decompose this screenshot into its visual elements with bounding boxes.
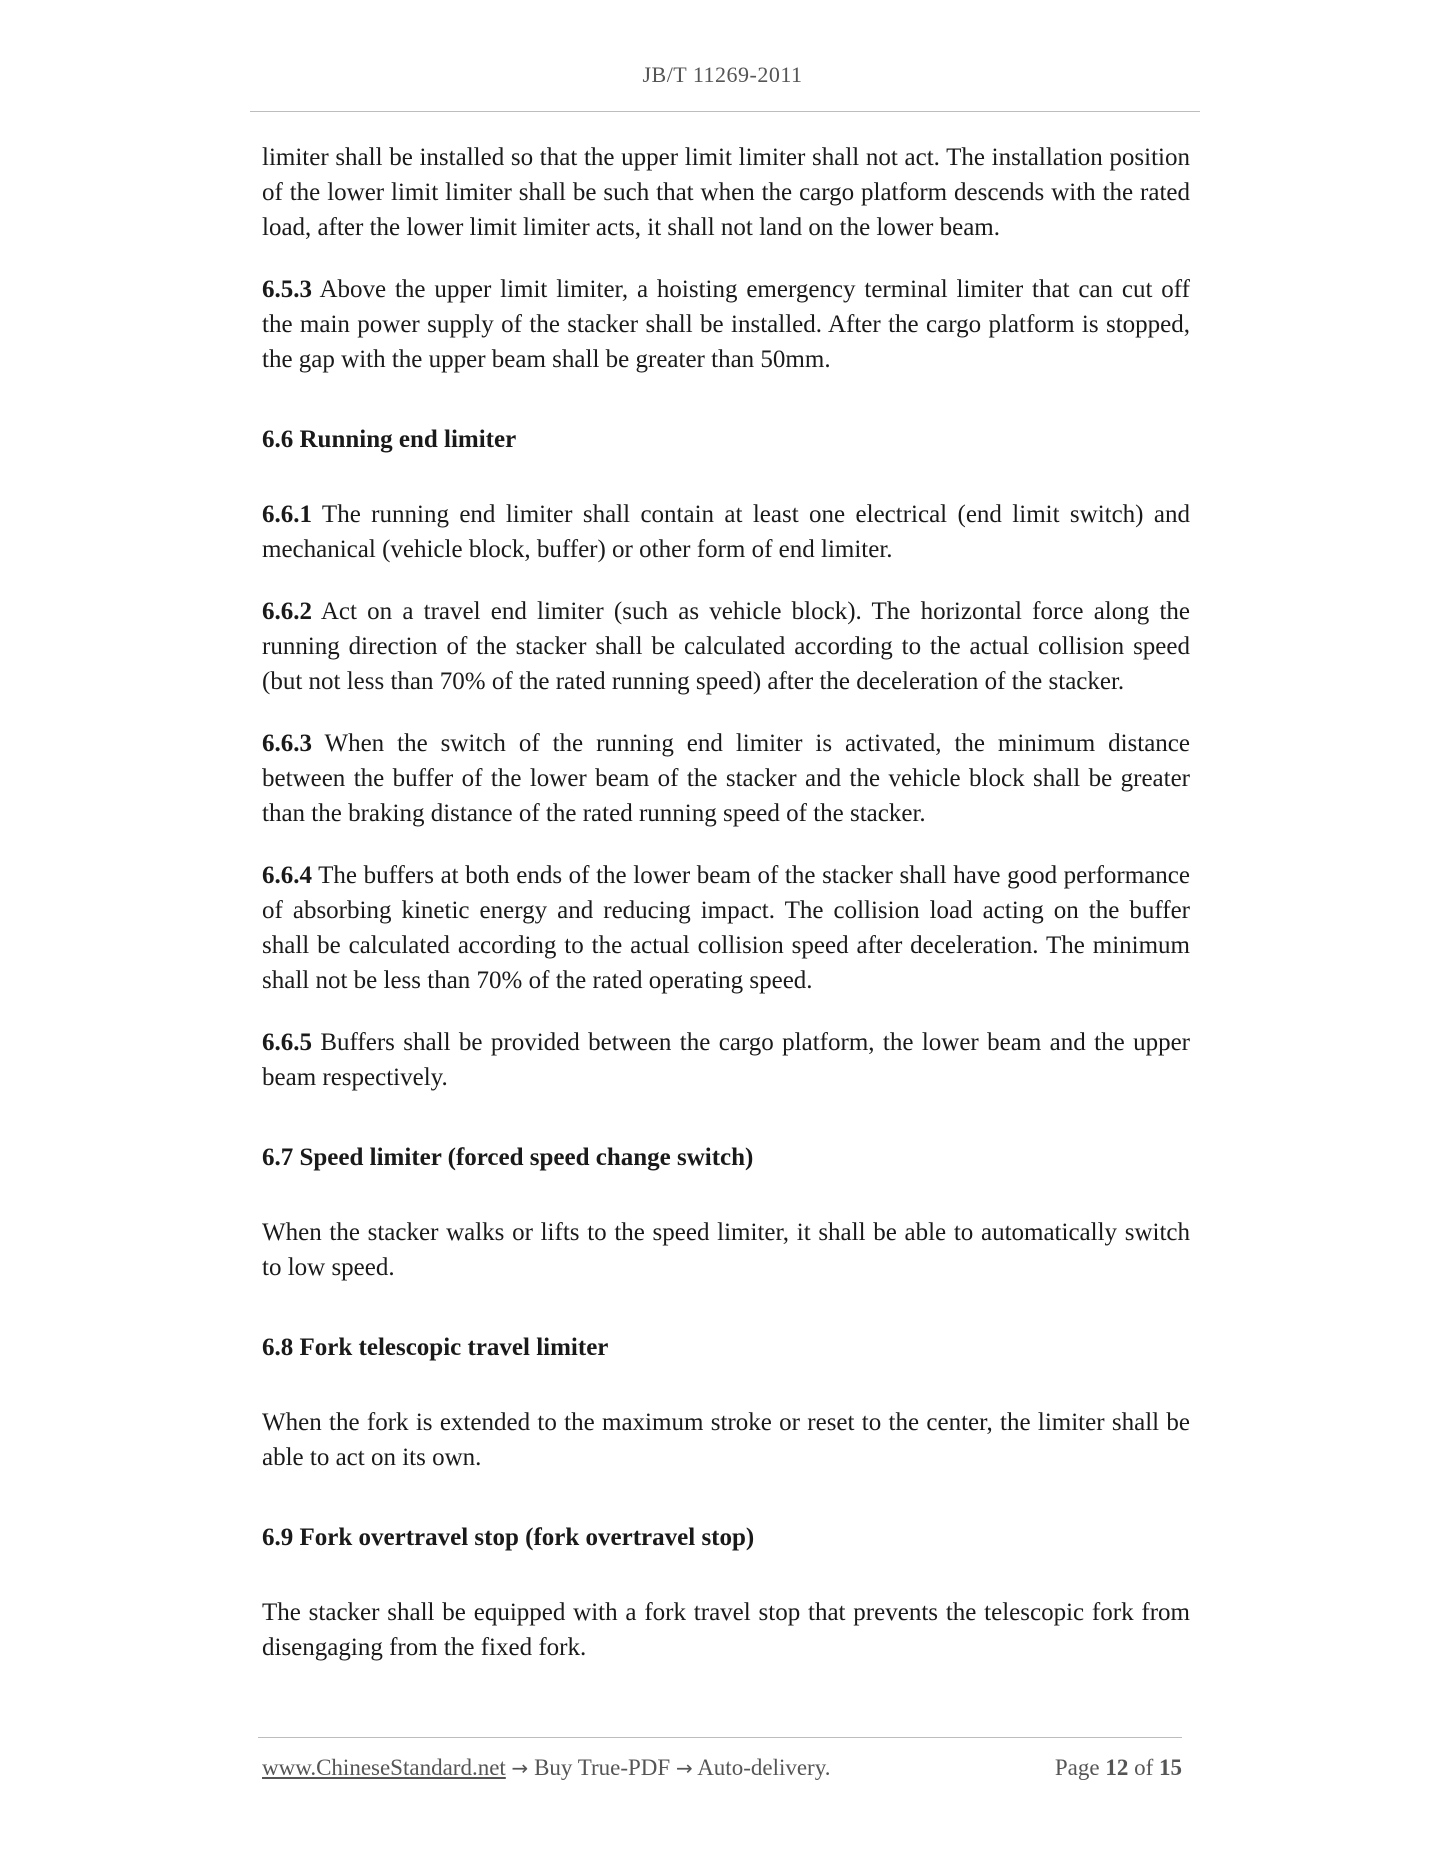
buy-text: Buy True-PDF [528,1755,676,1780]
clause-number: 6.6.5 [262,1029,312,1056]
section-heading-6-9: 6.9 Fork overtravel stop (fork overtravel stop) [262,1524,755,1551]
paragraph-6-7: When the stacker walks or lifts to the speed limiter, it shall be able to automatically switch to low speed. [262,1219,1190,1281]
clause-text: When the switch of the running end limiter is activated, the minimum distance between the buffer of the lower beam of the stacker and the vehicle block shall be greater than the braking distance of the rated running speed of the stacker. [262,730,1190,827]
paragraph-6-6-5 [262,1025,1190,1095]
clause-text: Act on a travel end limiter (such as vehicle block). The horizontal force along the running direction of the stacker shall be calculated according to the actual collision speed (but not less than 70% of the rated running speed) after the deceleration of the stacker. [262,598,1190,695]
clause-number: 6.6.3 [262,730,312,757]
page-footer [262,1755,1182,1781]
section-heading-6-8: 6.8 Fork telescopic travel limiter [262,1334,609,1361]
website-link[interactable]: www.ChineseStandard.net [262,1755,506,1780]
paragraph-continuation: limiter shall be installed so that the upper limit limiter shall not act. The installation position of the lower limit limiter shall be such that when the cargo platform descends with the rated load, after the lower limit limiter acts, it shall not land on the lower beam. [262,144,1190,241]
arrow-right-icon: → [675,1756,693,1780]
clause-text: Above the upper limit limiter, a hoisting emergency terminal limiter that can cut off the main power supply of the stacker shall be installed. After the cargo platform is stopped, the gap with the upper beam shall be greater than 50mm. [262,276,1190,373]
clause-text: The running end limiter shall contain at least one electrical (end limit switch) and mechanical (vehicle block, buffer) or other form of end limiter. [262,501,1190,563]
delivery-text: Auto-delivery. [692,1755,831,1780]
header-divider [250,111,1200,112]
page-of: of [1134,1755,1154,1780]
paragraph-6-9: The stacker shall be equipped with a fork travel stop that prevents the telescopic fork from disengaging from the fixed fork. [262,1599,1190,1661]
paragraph-6-6-4 [262,858,1190,998]
page-indicator [1055,1755,1182,1781]
document-body [262,140,1190,1692]
footer-divider [258,1737,1182,1738]
paragraph-6-6-1 [262,497,1190,567]
paragraph-6-8: When the fork is extended to the maximum stroke or reset to the center, the limiter shall be able to act on its own. [262,1409,1190,1471]
clause-number: 6.6.2 [262,598,312,625]
clause-number: 6.5.3 [262,276,312,303]
section-heading-6-6: 6.6 Running end limiter [262,426,517,453]
clause-number: 6.6.4 [262,862,312,889]
paragraph-6-6-2 [262,594,1190,699]
clause-text: Buffers shall be provided between the cargo platform, the lower beam and the upper beam respectively. [262,1029,1190,1091]
paragraph-6-6-3 [262,726,1190,831]
page-current: 12 [1105,1755,1129,1780]
arrow-right-icon: → [511,1756,529,1780]
page-label: Page [1054,1755,1100,1780]
clause-text: The buffers at both ends of the lower beam of the stacker shall have good performance of absorbing kinetic energy and reducing impact. The collision load acting on the buffer shall be calculated according to the actual collision speed after deceleration. The minimum shall not be less than 70% of the rated operating speed. [262,862,1190,994]
section-heading-6-7: 6.7 Speed limiter (forced speed change switch) [262,1144,754,1171]
page-header: JB/T 11269-2011 [642,62,803,87]
page-total: 15 [1159,1755,1182,1780]
clause-number: 6.6.1 [262,501,312,528]
paragraph-6-5-3 [262,272,1190,377]
